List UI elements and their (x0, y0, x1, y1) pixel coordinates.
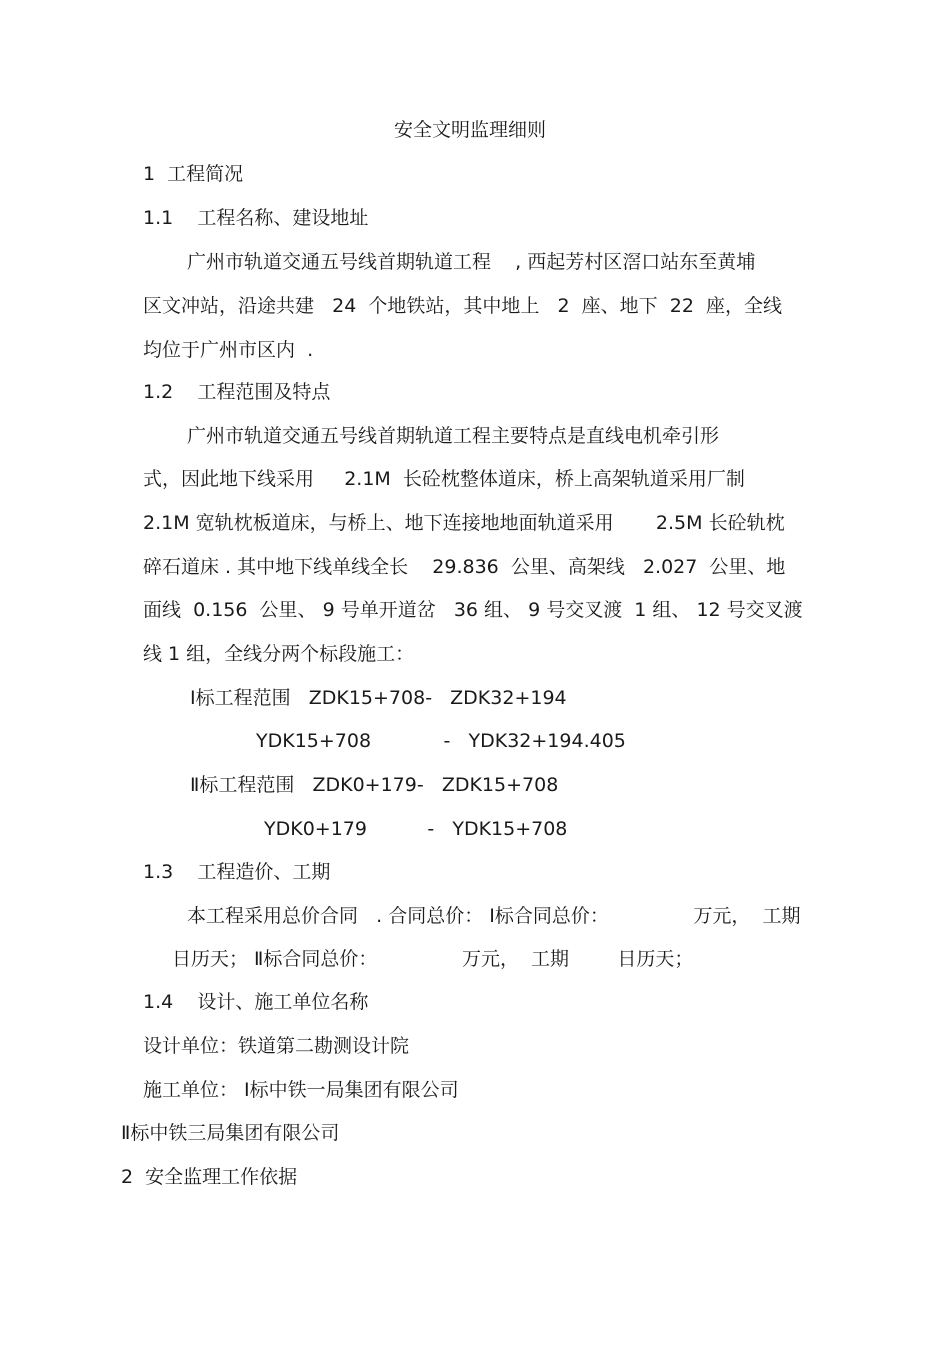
section-heading-2: 2 安全监理工作依据 (121, 1166, 298, 1188)
design-unit: 设计单位：铁道第二勘测设计院 (143, 1035, 410, 1057)
scope-line: Ⅰ标工程范围 ZDK15+708- ZDK32+194 (190, 687, 567, 709)
paragraph-line: 式，因此地下线采用 2.1M 长砼枕整体道床，桥上高架轨道采用厂制 (143, 468, 745, 490)
scope-line: YDK15+708 - YDK32+194.405 (256, 730, 626, 752)
scope-line: Ⅱ标工程范围 ZDK0+179- ZDK15+708 (190, 774, 559, 796)
paragraph-line: 均位于广州市区内 . (143, 339, 314, 361)
paragraph-line: 广州市轨道交通五号线首期轨道工程主要特点是直线电机牵引形 (187, 425, 720, 447)
construction-unit-2: Ⅱ标中铁三局集团有限公司 (121, 1122, 340, 1144)
paragraph-line: 区文冲站，沿途共建 24 个地铁站，其中地上 2 座、地下 22 座，全线 (143, 295, 782, 317)
construction-unit: 施工单位： Ⅰ标中铁一局集团有限公司 (143, 1079, 459, 1101)
paragraph-line: 本工程采用总价合同 . 合同总价： Ⅰ标合同总价： 万元， 工期 (187, 905, 801, 927)
paragraph-line: 广州市轨道交通五号线首期轨道工程 , 西起芳村区滘口站东至黄埔 (187, 251, 756, 273)
paragraph-line: 线 1 组，全线分两个标段施工： (143, 643, 415, 665)
scope-line: YDK0+179 - YDK15+708 (264, 818, 568, 840)
section-heading-1-1: 1.1 工程名称、建设地址 (143, 207, 369, 229)
section-heading-1-2: 1.2 工程范围及特点 (143, 381, 331, 403)
section-heading-1: 1 工程简况 (143, 163, 244, 185)
section-heading-1-4: 1.4 设计、施工单位名称 (143, 991, 369, 1013)
paragraph-line: 日历天； Ⅱ标合同总价： 万元， 工期 日历天； (172, 948, 694, 970)
section-heading-1-3: 1.3 工程造价、工期 (143, 861, 331, 883)
paragraph-line: 面线 0.156 公里、 9 号单开道岔 36 组、 9 号交叉渡 1 组、 12 号交叉渡 (143, 599, 803, 621)
paragraph-line: 2.1M 宽轨枕板道床，与桥上、地下连接地地面轨道采用 2.5M 长砼轨枕 (143, 512, 785, 534)
paragraph-line: 碎石道床 . 其中地下线单线全长 29.836 公里、高架线 2.027 公里、地 (143, 556, 786, 578)
document-title: 安全文明监理细则 (393, 119, 546, 141)
